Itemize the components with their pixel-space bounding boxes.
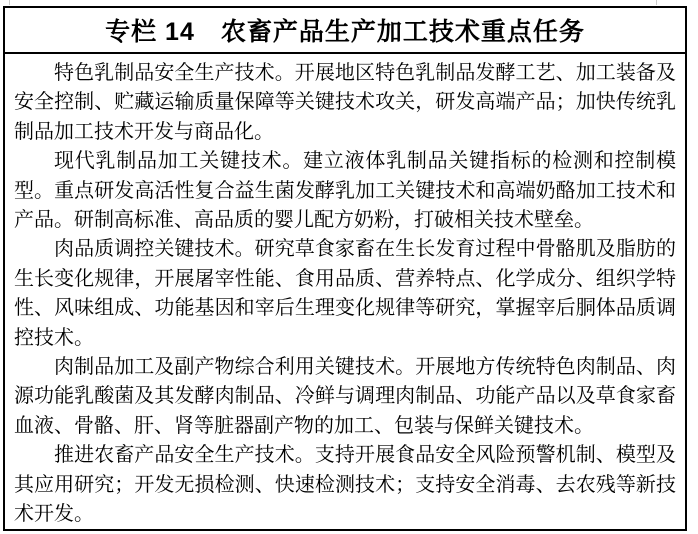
paragraph-modern-dairy-processing: 现代乳制品加工关键技术。建立液体乳制品关键指标的检测和控制模型。重点研发高活性复合益生菌发酵乳加工关键技术和高端奶酪加工技术和产品。研制高标准、高品质的婴儿配方奶粉，打破相关技术壁垒。: [14, 150, 676, 232]
page-edge-artifact-right: [656, 0, 657, 5]
panel-title: 专栏 14 农畜产品生产加工技术重点任务: [105, 18, 585, 46]
page-edge-artifact-left: [9, 0, 10, 5]
paragraph-meat-processing-byproducts: 肉制品加工及副产物综合利用关键技术。开展地方传统特色肉制品、肉源功能乳酸菌及其发酵肉制品、冷鲜与调理肉制品、功能产品以及草食家畜血液、骨骼、肝、肾等脏器副产物的加工、包装与保鲜关键技术。: [14, 356, 676, 437]
paragraph-meat-quality-control: 肉品质调控关键技术。研究草食家畜在生长发育过程中骨骼肌及脂肪的生长变化规律，开展屠宰性能、食用品质、营养特点、化学成分、组织学特性、风味组成、功能基因和宰后生理变化规律等研究，掌握宰后胴体品质调控技术。: [14, 238, 676, 349]
column-panel-box: [3, 6, 687, 531]
panel-body: [5, 54, 685, 530]
paragraph-dairy-specialty-safety: 特色乳制品安全生产技术。开展地区特色乳制品发酵工艺、加工装备及安全控制、贮藏运输质量保障等关键技术攻关，研发高端产品；加快传统乳制品加工技术开发与商品化。: [14, 62, 676, 143]
panel-title-row: [5, 8, 685, 54]
paragraph-safe-production-promotion: 推进农畜产品安全生产技术。支持开展食品安全风险预警机制、模型及其应用研究；开发无损检测、快速检测技术；支持安全消毒、去农残等新技术开发。: [14, 444, 676, 526]
